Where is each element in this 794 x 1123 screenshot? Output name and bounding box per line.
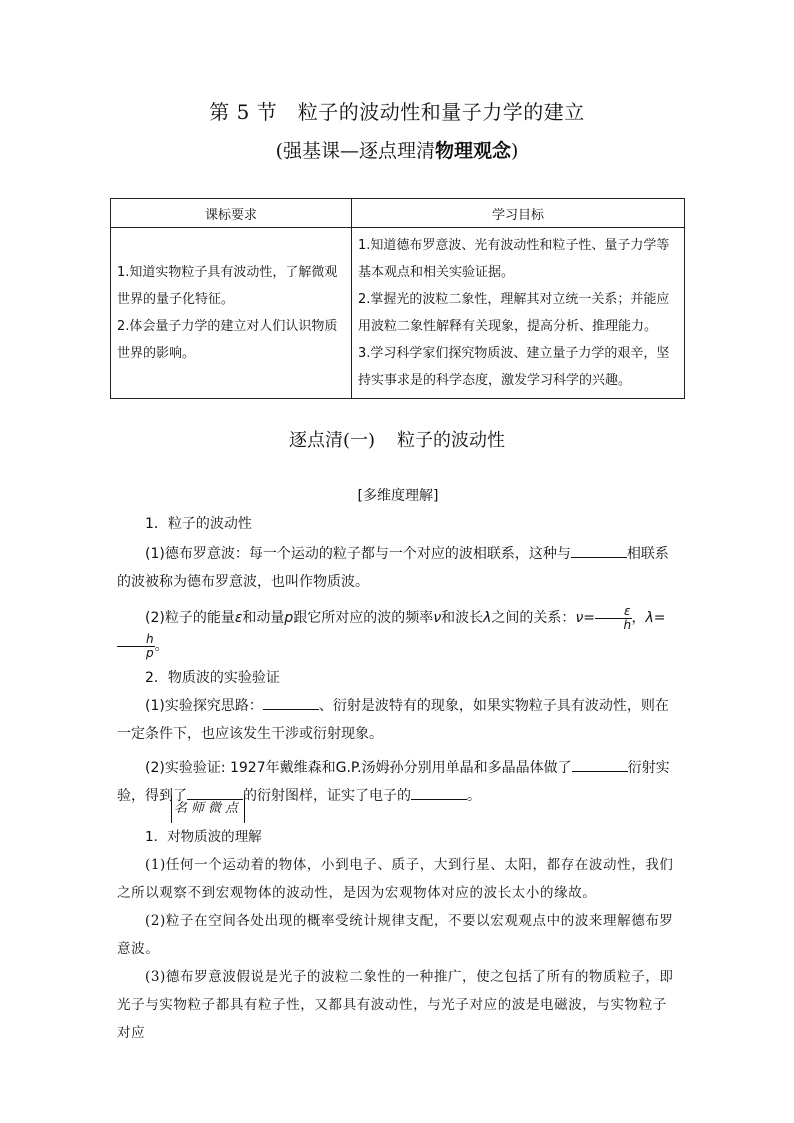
heading-wave-property: 1．粒子的波动性 — [145, 516, 252, 532]
subhead: [多维度理解] — [357, 488, 439, 504]
note-2: (2)粒子在空间各处出现的概率受统计规律支配，不要以宏观观点中的波来理解德布罗意波。 — [117, 913, 674, 957]
paragraph-experiment: (2)实验验证: 1927年戴维森和G.P.汤姆孙分别用单晶和多晶晶体做了 衍射实验，得到了 的衍射图样，证实了电子的 。 — [117, 754, 679, 810]
heading-verification: 2．物质波的实验验证 — [145, 670, 280, 686]
section-body — [117, 482, 679, 810]
fill-blank[interactable] — [571, 541, 627, 558]
section-title-a: 逐点清(一) — [288, 430, 376, 451]
objective-item: 3.学习科学家们探究物质波、建立量子力学的艰辛，坚持实事求是的科学态度，激发学习科学的兴趣。 — [358, 346, 670, 388]
objective-item: 2.掌握光的波粒二象性，理解其对立统一关系；并能应用波粒二象性解释有关现象，提高分析、推理能力。 — [358, 292, 670, 334]
col1-header: 课标要求 — [111, 199, 352, 228]
subtitle-suffix: ) — [511, 140, 519, 162]
fill-blank[interactable] — [572, 755, 628, 772]
teacher-tag: 名师微点 — [171, 795, 245, 823]
standard-item: 1.知道实物粒子具有波动性，了解微观世界的量子化特征。 — [117, 265, 338, 307]
formula-nu: ν= — [575, 610, 595, 626]
objective-item: 1.知道德布罗意波、光有波动性和粒子性、量子力学等基本观点和相关实验证据。 — [358, 238, 670, 280]
fill-blank[interactable] — [263, 693, 319, 710]
heading-matter-wave: 1．对物质波的理解 — [145, 829, 262, 845]
teacher-notes — [117, 794, 679, 1047]
paragraph-de-broglie: (1)德布罗意波：每一个运动的粒子都与一个对应的波相联系，这种与 相联系的波被称为德布罗意波，也叫作物质波。 — [117, 540, 679, 596]
objectives-cell — [352, 228, 685, 399]
requirements-table — [110, 198, 685, 399]
paragraph-relation: (2)粒子的能量ε和动量p跟它所对应的波的频率ν和波长λ之间的关系：ν= $\frac{\varepsilon}{h}$ ，λ= $\frac{h}{p}$ 。 — [117, 604, 679, 660]
fraction-eps-h: $\frac{\varepsilon}{h}$ — [595, 605, 632, 632]
subtitle-prefix: (强基课—逐点理清 — [275, 140, 435, 162]
note-3: (3)德布罗意波假说是光子的波粒二象性的一种推广，使之包括了所有的物质粒子，即光子与实物粒子都具有粒子性，又都具有波动性，与光子对应的波是电磁波，与实物粒子对应 — [117, 969, 674, 1041]
table-header-row — [111, 199, 685, 228]
section-title-b: 粒子的波动性 — [397, 430, 506, 451]
section-title — [0, 426, 794, 452]
page-title: 第 5 节 粒子的波动性和量子力学的建立 — [209, 100, 585, 124]
standards-cell — [111, 228, 352, 399]
fraction-h-p: $\frac{h}{p}$ — [117, 633, 155, 660]
col2-header: 学习目标 — [352, 199, 685, 228]
note-1: (1)任何一个运动着的物体，小到电子、质子，大到行星、太阳，都存在波动性，我们之所以观察不到宏观物体的波动性，是因为宏观物体对应的波长太小的缘故。 — [117, 857, 674, 901]
page-subtitle — [0, 136, 794, 163]
paragraph-idea: (1)实验探究思路： 、衍射是波特有的现象，如果实物粒子具有波动性，则在一定条件下，也应该发生干涉或衍射现象。 — [117, 692, 679, 748]
subtitle-bold: 物理观念 — [434, 140, 511, 162]
standard-item: 2.体会量子力学的建立对人们认识物质世界的影响。 — [117, 319, 338, 361]
formula-lambda: λ= — [645, 610, 666, 626]
table-row — [111, 228, 685, 399]
